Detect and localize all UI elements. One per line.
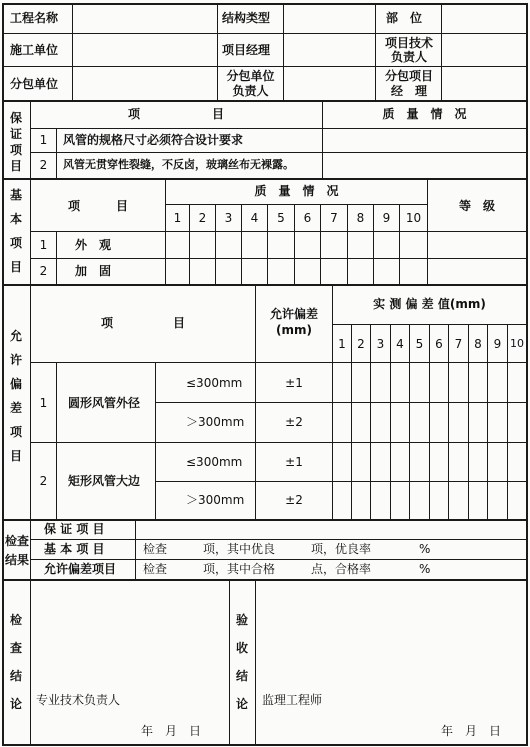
tolerance-range: ≤300mm bbox=[186, 455, 243, 469]
rule-v bbox=[255, 579, 256, 746]
tolerance-allow: ±2 bbox=[285, 493, 303, 507]
basic-col-number: 10 bbox=[405, 211, 422, 225]
tolerance-item-header: 项 目 bbox=[100, 316, 185, 330]
tolerance-col-number: 9 bbox=[493, 337, 502, 351]
rule-v bbox=[56, 231, 57, 284]
rule-h bbox=[2, 178, 527, 180]
tolerance-group-name: 圆形风管外径 bbox=[68, 396, 141, 410]
tech-lead-label-line1: 项目技术 bbox=[384, 36, 433, 50]
sub-pm-label-line2: 经 理 bbox=[390, 84, 427, 98]
date-right: 年 月 日 bbox=[441, 724, 502, 738]
project-name-label: 工程名称 bbox=[10, 11, 59, 25]
basic-item-text: 外 观 bbox=[75, 238, 112, 252]
rule-h bbox=[2, 33, 527, 34]
tolerance-range: ＞300mm bbox=[186, 415, 245, 429]
tolerance-col-number: 5 bbox=[415, 337, 424, 351]
rule-v bbox=[427, 178, 428, 284]
rule-h bbox=[2, 519, 527, 521]
tolerance-group-no: 2 bbox=[39, 474, 48, 488]
rule-v bbox=[229, 579, 230, 746]
basic-grade-header: 等 级 bbox=[458, 199, 495, 213]
tolerance-allow: ±1 bbox=[285, 376, 303, 390]
basic-section-label: 基 本 项 目 bbox=[9, 188, 22, 274]
rule-h bbox=[165, 204, 427, 205]
rule-v bbox=[507, 324, 508, 519]
supervisor-label: 监理工程师 bbox=[262, 693, 323, 707]
sub-lead-label-line1: 分包单位 bbox=[226, 69, 275, 83]
guarantee-item-no: 2 bbox=[39, 158, 48, 172]
result-basic-text: 检查 项，其中优良 项，优良率 % bbox=[143, 542, 431, 556]
tech-person-label: 专业技术负责人 bbox=[36, 693, 121, 707]
rule-v bbox=[155, 362, 156, 519]
rule-v bbox=[217, 3, 218, 100]
rule-v bbox=[409, 324, 410, 519]
tolerance-col-number: 1 bbox=[338, 337, 346, 351]
rule-v bbox=[487, 324, 488, 519]
rule-h bbox=[30, 231, 527, 232]
tolerance-col-number: 7 bbox=[454, 337, 463, 351]
sub-lead-label-line2: 负责人 bbox=[232, 84, 269, 98]
basic-col-number: 8 bbox=[356, 211, 365, 225]
rule-h bbox=[30, 152, 527, 153]
tolerance-section-label: 允 许 偏 差 项 目 bbox=[9, 329, 22, 463]
tolerance-range: ＞300mm bbox=[186, 493, 245, 507]
basic-col-number: 3 bbox=[224, 211, 233, 225]
result-section-label: 检查 bbox=[5, 534, 30, 548]
rule-h bbox=[2, 100, 527, 102]
rule-h bbox=[2, 66, 527, 67]
rule-v bbox=[332, 284, 333, 519]
rule-v bbox=[283, 3, 284, 100]
allow-header-line1: 允许偏差 bbox=[269, 307, 318, 321]
basic-col-number: 2 bbox=[198, 211, 207, 225]
result-basic-label: 基 本 项 目 bbox=[44, 542, 105, 556]
tolerance-group-no: 1 bbox=[39, 396, 48, 410]
rule-v bbox=[56, 128, 57, 178]
rule-v bbox=[351, 324, 352, 519]
result-tolerance-label: 允许偏差项目 bbox=[44, 562, 117, 576]
border-bottom bbox=[2, 744, 527, 746]
basic-item-header: 项 目 bbox=[67, 199, 128, 213]
construction-unit-label: 施工单位 bbox=[10, 43, 59, 57]
rule-v bbox=[56, 362, 57, 519]
tolerance-col-number: 10 bbox=[510, 337, 524, 350]
rule-v bbox=[72, 3, 73, 100]
sub-pm-label-line1: 分包项目 bbox=[384, 69, 433, 83]
basic-col-number: 9 bbox=[382, 211, 391, 225]
subcontract-unit-label: 分包单位 bbox=[10, 77, 59, 91]
rule-v bbox=[468, 324, 469, 519]
guarantee-item-no: 1 bbox=[39, 133, 48, 147]
result-guarantee-label: 保 证 项 目 bbox=[44, 522, 105, 536]
part-label: 部 位 bbox=[386, 11, 423, 25]
border-left bbox=[2, 3, 4, 746]
check-conclusion-label: 检 查 结 论 bbox=[9, 613, 22, 711]
tolerance-allow: ±1 bbox=[285, 455, 303, 469]
rule-v bbox=[375, 3, 376, 100]
rule-h bbox=[30, 258, 527, 259]
basic-col-number: 4 bbox=[250, 211, 259, 225]
basic-quality-header: 质 量 情 况 bbox=[254, 184, 339, 198]
guarantee-quality-header: 质 量 情 况 bbox=[382, 107, 467, 121]
basic-col-number: 1 bbox=[173, 211, 182, 225]
tolerance-col-number: 2 bbox=[357, 337, 365, 351]
rule-h bbox=[30, 539, 527, 540]
tolerance-col-number: 6 bbox=[435, 337, 443, 351]
rule-v bbox=[441, 3, 442, 100]
result-section-label: 结果 bbox=[5, 553, 30, 567]
border-right bbox=[526, 3, 528, 746]
guarantee-item-text: 风管的规格尺寸必须符合设计要求 bbox=[63, 133, 244, 147]
tolerance-allow: ±2 bbox=[285, 415, 303, 429]
basic-item-no: 2 bbox=[39, 264, 48, 278]
rule-v bbox=[429, 324, 430, 519]
tolerance-col-number: 8 bbox=[474, 337, 482, 351]
accept-conclusion-label: 验 收 结 论 bbox=[235, 613, 248, 711]
tolerance-col-number: 3 bbox=[376, 337, 385, 351]
guarantee-item-text: 风管无贯穿性裂缝，不反卤，玻璃丝布无裸露。 bbox=[63, 158, 294, 171]
rule-h bbox=[155, 402, 527, 403]
rule-h bbox=[155, 481, 527, 482]
measured-header: 实 测 偏 差 值(mm) bbox=[373, 297, 486, 311]
basic-col-number: 7 bbox=[330, 211, 338, 225]
basic-item-no: 1 bbox=[39, 238, 48, 252]
border-top bbox=[2, 3, 527, 5]
date-left: 年 月 日 bbox=[141, 724, 202, 738]
rule-v bbox=[30, 579, 31, 746]
rule-v bbox=[135, 519, 136, 579]
guarantee-section-label: 保 证 项 目 bbox=[9, 111, 22, 173]
rule-h bbox=[30, 362, 527, 363]
rule-h bbox=[30, 442, 527, 443]
rule-v bbox=[370, 324, 371, 519]
guarantee-item-header: 项 目 bbox=[127, 107, 224, 121]
project-manager-label: 项目经理 bbox=[222, 43, 271, 57]
tolerance-col-number: 4 bbox=[396, 337, 404, 351]
allow-header-line2: (mm) bbox=[276, 323, 312, 337]
rule-h bbox=[30, 128, 527, 129]
result-tolerance-text: 检查 项，其中合格 点，合格率 % bbox=[143, 562, 431, 576]
basic-item-text: 加 固 bbox=[75, 264, 112, 278]
rule-h bbox=[2, 284, 527, 286]
rule-v bbox=[390, 324, 391, 519]
rule-h bbox=[30, 559, 527, 560]
tolerance-group-name: 矩形风管大边 bbox=[68, 474, 141, 488]
tolerance-range: ≤300mm bbox=[186, 376, 243, 390]
structure-type-label: 结构类型 bbox=[222, 11, 271, 25]
basic-col-number: 5 bbox=[277, 211, 285, 225]
basic-col-number: 6 bbox=[303, 211, 312, 225]
rule-v bbox=[448, 324, 449, 519]
tech-lead-label-line2: 负责人 bbox=[390, 50, 427, 64]
rule-h bbox=[2, 579, 527, 581]
